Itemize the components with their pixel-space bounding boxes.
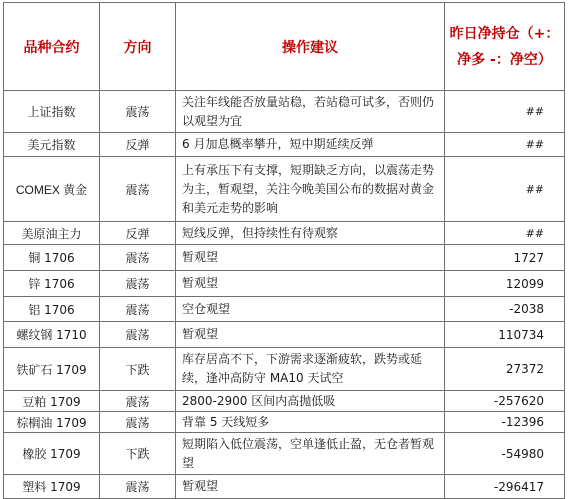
table-row [4, 222, 565, 245]
strategy-table-container [3, 2, 564, 496]
advice-cell: 库存居高不下，下游需求逐渐疲软，跌势或延续，逢冲高防守 MA10 天试空 [176, 348, 445, 391]
direction-cell: 下跌 [100, 348, 176, 391]
direction-cell: 反弹 [100, 133, 176, 157]
direction-cell: 反弹 [100, 222, 176, 245]
header-contract: 品种合约 [4, 3, 100, 91]
table-row [4, 475, 565, 499]
advice-cell: 背靠 5 天线短多 [176, 412, 445, 433]
table-row [4, 433, 565, 475]
table-row [4, 245, 565, 271]
advice-cell: 空仓观望 [176, 297, 445, 322]
direction-cell: 震荡 [100, 157, 176, 222]
advice-cell: 暂观望 [176, 322, 445, 348]
position-cell: -54980 [445, 433, 565, 475]
position-cell: 1727 [445, 245, 565, 271]
table-row [4, 297, 565, 322]
header-net-position-line1: 昨日净持仓（+： [449, 25, 560, 42]
direction-cell: 震荡 [100, 391, 176, 412]
advice-cell: 暂观望 [176, 475, 445, 499]
contract-cell: 美原油主力 [4, 222, 100, 245]
contract-cell: 铝 1706 [4, 297, 100, 322]
position-cell: -12396 [445, 412, 565, 433]
strategy-table [3, 2, 565, 499]
table-row [4, 157, 565, 222]
advice-cell: 6 月加息概率攀升，短中期延续反弹 [176, 133, 445, 157]
advice-cell: 短线反弹，但持续性有待观察 [176, 222, 445, 245]
direction-cell: 震荡 [100, 271, 176, 297]
table-row [4, 348, 565, 391]
contract-cell: COMEX 黄金 [4, 157, 100, 222]
position-cell: -2038 [445, 297, 565, 322]
contract-cell: 铜 1706 [4, 245, 100, 271]
contract-cell: 美元指数 [4, 133, 100, 157]
direction-cell: 震荡 [100, 91, 176, 133]
position-cell: 110734 [445, 322, 565, 348]
advice-cell: 上有承压下有支撑，短期缺乏方向，以震荡走势为主，暂观望，关注今晚美国公布的数据对黄金和美元走势的影响 [176, 157, 445, 222]
contract-cell: 豆粕 1709 [4, 391, 100, 412]
header-net-position-line2: 净多 -：净空） [457, 51, 552, 68]
contract-cell: 塑料 1709 [4, 475, 100, 499]
table-row [4, 322, 565, 348]
contract-cell: 上证指数 [4, 91, 100, 133]
contract-cell: 锌 1706 [4, 271, 100, 297]
table-row [4, 91, 565, 133]
table-row [4, 391, 565, 412]
header-net-position [445, 3, 565, 91]
advice-cell: 暂观望 [176, 245, 445, 271]
table-row [4, 271, 565, 297]
advice-cell: 短期陷入低位震荡，空单逢低止盈，无仓者暂观望 [176, 433, 445, 475]
advice-cell: 2800-2900 区间内高抛低吸 [176, 391, 445, 412]
header-row [4, 3, 565, 91]
contract-cell: 橡胶 1709 [4, 433, 100, 475]
contract-cell: 棕榈油 1709 [4, 412, 100, 433]
advice-cell: 暂观望 [176, 271, 445, 297]
position-cell: ## [445, 157, 565, 222]
direction-cell: 震荡 [100, 475, 176, 499]
header-advice: 操作建议 [176, 3, 445, 91]
table-row [4, 133, 565, 157]
direction-cell: 下跌 [100, 433, 176, 475]
direction-cell: 震荡 [100, 322, 176, 348]
position-cell: 12099 [445, 271, 565, 297]
advice-cell: 关注年线能否放量站稳，若站稳可试多，否则仍以观望为宜 [176, 91, 445, 133]
table-row [4, 412, 565, 433]
position-cell: -257620 [445, 391, 565, 412]
direction-cell: 震荡 [100, 245, 176, 271]
position-cell: ## [445, 91, 565, 133]
position-cell: ## [445, 222, 565, 245]
position-cell: 27372 [445, 348, 565, 391]
direction-cell: 震荡 [100, 412, 176, 433]
position-cell: -296417 [445, 475, 565, 499]
header-direction: 方向 [100, 3, 176, 91]
contract-cell: 螺纹钢 1710 [4, 322, 100, 348]
position-cell: ## [445, 133, 565, 157]
contract-cell: 铁矿石 1709 [4, 348, 100, 391]
direction-cell: 震荡 [100, 297, 176, 322]
